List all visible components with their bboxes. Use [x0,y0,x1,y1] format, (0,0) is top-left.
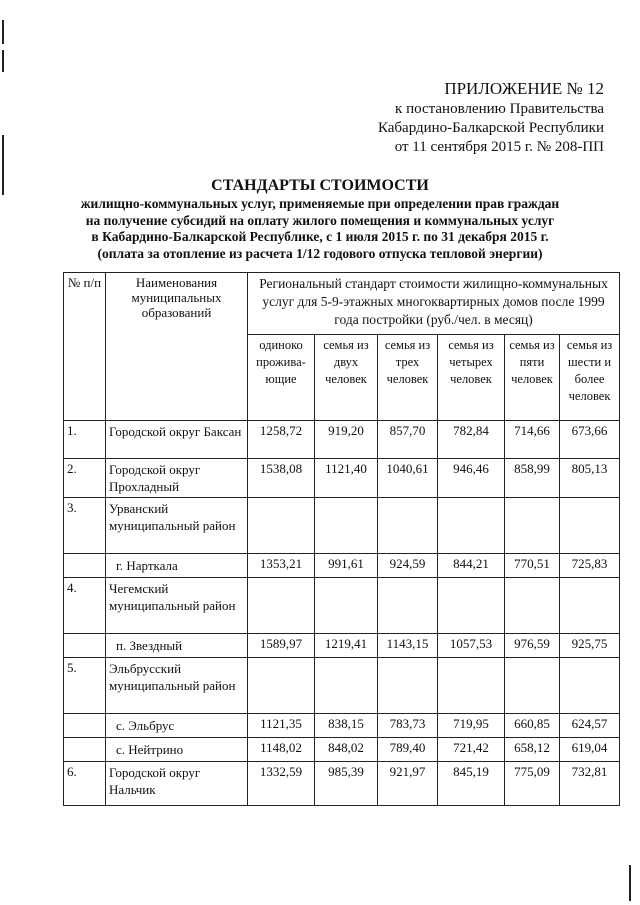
title-main: СТАНДАРТЫ СТОИМОСТИ [211,177,429,194]
row-value: 921,97 [378,762,438,806]
row-value: 838,15 [315,714,378,738]
row-value: 1057,53 [438,634,505,658]
row-value: 805,13 [560,459,620,498]
row-value: 925,75 [560,634,620,658]
title-line-4: (оплата за отопление из расчета 1/12 годового отпуска тепловой энергии) [97,245,543,261]
row-number: 1. [64,421,106,459]
title-line-2: на получение субсидий на оплату жилого помещения и коммунальных услуг [85,212,555,228]
row-value: 844,21 [438,554,505,578]
row-value [438,578,505,634]
row-municipality-name: Чегемский муниципальный район [106,578,248,634]
row-value: 985,39 [315,762,378,806]
row-value [505,658,560,714]
document-title [0,176,640,262]
row-value: 857,70 [378,421,438,459]
row-number: 5. [64,658,106,714]
row-number [64,738,106,762]
row-value: 658,12 [505,738,560,762]
row-value: 624,57 [560,714,620,738]
row-value: 1121,35 [248,714,315,738]
row-value [505,578,560,634]
table-row [64,634,620,658]
row-value: 721,42 [438,738,505,762]
row-value: 782,84 [438,421,505,459]
row-value [378,578,438,634]
row-value: 1148,02 [248,738,315,762]
appendix-line-date: от 11 сентября 2015 г. № 208-ПП [394,139,604,155]
row-value: 1332,59 [248,762,315,806]
row-municipality-name: Урванский муниципальный район [106,498,248,554]
row-number [64,634,106,658]
standards-table [63,272,620,806]
row-value: 719,95 [438,714,505,738]
row-value: 725,83 [560,554,620,578]
row-value [438,498,505,554]
appendix-line-resolution: к постановлению Правительства [395,101,604,117]
row-municipality-name: с. Нейтрино [106,738,248,762]
row-value: 1143,15 [378,634,438,658]
row-value: 1219,41 [315,634,378,658]
row-municipality-name: Городской округ Нальчик [106,762,248,806]
row-value [315,578,378,634]
row-value [248,578,315,634]
table-row [64,578,620,634]
row-value: 660,85 [505,714,560,738]
row-value: 1040,61 [378,459,438,498]
row-value [315,498,378,554]
appendix-block [378,78,604,157]
header-family-2: семья из двух человек [315,335,378,421]
row-value [378,498,438,554]
row-value [560,578,620,634]
title-line-1: жилищно-коммунальных услуг, применяемые при определении прав граждан [80,196,560,211]
header-single: одиноко прожива-ющие [248,335,315,421]
table-row [64,762,620,806]
row-value: 789,40 [378,738,438,762]
row-value: 619,04 [560,738,620,762]
header-number: № п/п [64,273,106,421]
row-value: 1258,72 [248,421,315,459]
header-family-3: семья из трех человек [378,335,438,421]
row-value: 919,20 [315,421,378,459]
row-municipality-name: с. Эльбрус [106,714,248,738]
table-row [64,421,620,459]
row-value: 770,51 [505,554,560,578]
header-family-6plus: семья из шести и более человек [560,335,620,421]
row-municipality-name: п. Звездный [106,634,248,658]
header-regional-standard: Региональный стандарт стоимости жилищно-коммунальных услуг для 5-9-этажных многоквартирных домов после 1999 года постройки (руб./чел. в месяц) [248,273,620,335]
row-value: 845,19 [438,762,505,806]
row-value [248,498,315,554]
row-value: 991,61 [315,554,378,578]
row-value: 976,59 [505,634,560,658]
row-value: 1121,40 [315,459,378,498]
row-value [560,498,620,554]
row-value: 1589,97 [248,634,315,658]
row-number: 6. [64,762,106,806]
row-value: 858,99 [505,459,560,498]
row-municipality-name: Эльбрусский муниципальный район [106,658,248,714]
appendix-line-republic: Кабардино-Балкарской Республики [377,120,604,136]
table-row [64,714,620,738]
row-municipality-name: г. Нарткала [106,554,248,578]
appendix-title: ПРИЛОЖЕНИЕ № 12 [444,79,604,98]
row-value [315,658,378,714]
row-number: 2. [64,459,106,498]
row-municipality-name: Городской округ Прохладный [106,459,248,498]
scan-edge-mark [629,865,631,901]
row-value: 924,59 [378,554,438,578]
title-line-3: в Кабардино-Балкарской Республике, с 1 июля 2015 г. по 31 декабря 2015 г. [91,229,549,244]
row-value [505,498,560,554]
row-municipality-name: Городской округ Баксан [106,421,248,459]
row-number [64,714,106,738]
row-value: 714,66 [505,421,560,459]
row-value [560,658,620,714]
row-value: 1353,21 [248,554,315,578]
row-value: 848,02 [315,738,378,762]
row-value: 1538,08 [248,459,315,498]
header-family-5: семья из пяти человек [505,335,560,421]
row-number: 3. [64,498,106,554]
table-row [64,498,620,554]
row-number [64,554,106,578]
header-municipality: Наименования муниципальных образований [106,273,248,421]
header-family-4: семья из четырех человек [438,335,505,421]
row-value: 673,66 [560,421,620,459]
table-row [64,738,620,762]
table-row [64,554,620,578]
table-row [64,658,620,714]
row-value [248,658,315,714]
table-row [64,459,620,498]
row-value [438,658,505,714]
row-value: 732,81 [560,762,620,806]
row-value: 946,46 [438,459,505,498]
row-value: 775,09 [505,762,560,806]
row-value [378,658,438,714]
row-number: 4. [64,578,106,634]
row-value: 783,73 [378,714,438,738]
